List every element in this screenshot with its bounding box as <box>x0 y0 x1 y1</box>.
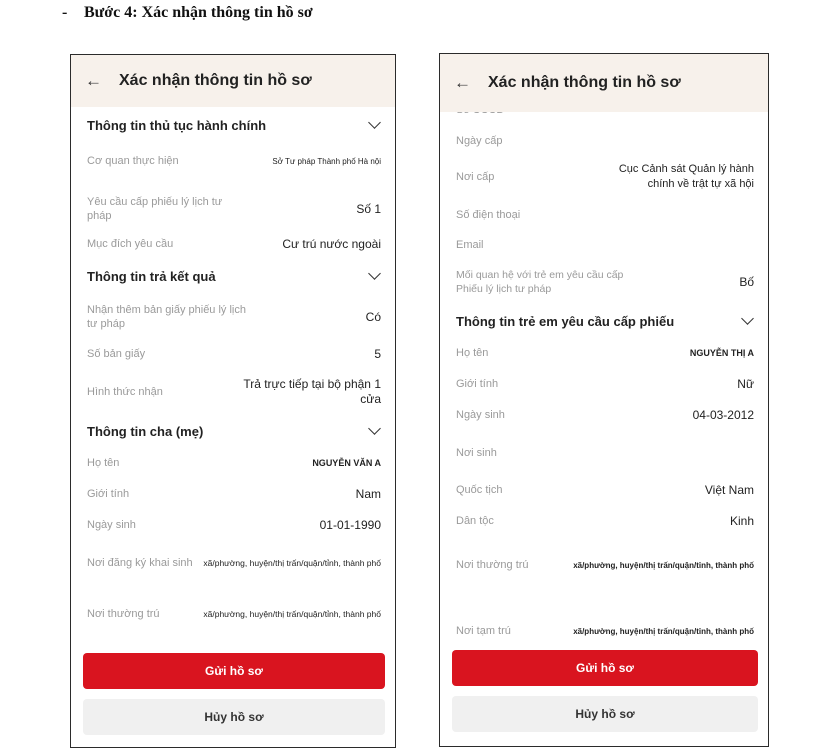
info-row <box>456 623 754 639</box>
arrow-left-icon[interactable]: ← <box>85 71 102 90</box>
arrow-left-icon[interactable]: ← <box>454 73 471 92</box>
step-dash: - <box>62 4 68 21</box>
info-row <box>456 376 754 392</box>
row-value: xã/phường, huyện/thị trấn/quận/tỉnh, thành phố <box>573 560 754 570</box>
row-label: Số bản giấy <box>87 348 146 360</box>
app-header <box>71 55 395 107</box>
row-label: Nơi đăng ký khai sinh <box>87 557 193 569</box>
phone-screen-1 <box>70 54 396 748</box>
section-title: Thông tin cha (mẹ) <box>87 423 204 439</box>
info-row <box>456 207 754 223</box>
row-label: Nhận thêm bản giấy phiếu lý lịch tư pháp <box>87 304 246 330</box>
section-title: Thông tin trả kết quả <box>87 268 216 284</box>
chevron-down-icon[interactable] <box>368 422 381 435</box>
info-row <box>87 346 381 362</box>
row-label: Số điện thoại <box>456 209 521 221</box>
info-row <box>87 193 381 225</box>
chevron-down-icon[interactable] <box>368 116 381 129</box>
row-label: Email <box>456 239 484 251</box>
row-value: Kinh <box>729 513 754 528</box>
row-label: Giới tính <box>456 378 499 390</box>
row-label: Nơi tạm trú <box>456 625 511 637</box>
row-label: Ngày sinh <box>87 519 136 531</box>
info-row <box>87 486 381 502</box>
section-result-info[interactable] <box>87 266 379 286</box>
section-child-info[interactable] <box>456 311 752 331</box>
row-label: Mục đích yêu cầu <box>87 238 174 250</box>
app-header <box>440 54 768 112</box>
info-row <box>87 377 381 407</box>
row-label: Ngày sinh <box>456 409 505 421</box>
info-row <box>456 267 754 297</box>
row-label: Dân tộc <box>456 515 494 527</box>
submit-button[interactable]: Gửi hồ sơ <box>452 650 758 686</box>
info-row <box>87 555 381 571</box>
row-value: Trả trực tiếp tại bộ phận 1 cửa <box>243 377 381 406</box>
info-row <box>456 557 754 573</box>
page-title: Xác nhận thông tin hồ sơ <box>488 74 681 91</box>
row-label: Giới tính <box>87 488 130 500</box>
row-label: Họ tên <box>87 457 120 469</box>
info-row <box>456 407 754 423</box>
row-value: NGUYỄN THỊ A <box>689 347 754 358</box>
row-value: xã/phường, huyện/thị trấn/quận/tỉnh, thành phố <box>203 608 381 619</box>
info-row <box>87 236 381 252</box>
chevron-down-icon[interactable] <box>368 267 381 280</box>
info-row <box>456 345 754 361</box>
row-value: xã/phường, huyện/thị trấn/quận/tỉnh, thành phố <box>203 557 381 568</box>
row-label: Nơi cấp <box>456 171 495 183</box>
info-row <box>456 237 754 253</box>
row-value: 5 <box>374 346 381 361</box>
scroll-content[interactable] <box>440 54 768 746</box>
row-value: Nữ <box>737 376 754 391</box>
row-value: xã/phường, huyện/thị trấn/quận/tỉnh, thành phố <box>573 626 754 636</box>
info-row <box>456 513 754 529</box>
cancel-button[interactable]: Hủy hồ sơ <box>83 699 385 735</box>
section-admin-info[interactable] <box>87 115 379 135</box>
row-value: Sở Tư pháp Thành phố Hà nội <box>272 156 381 166</box>
row-label: Nơi thường trú <box>87 608 160 620</box>
row-label: Nơi thường trú <box>456 559 529 571</box>
row-label: Họ tên <box>456 347 489 359</box>
chevron-down-icon[interactable] <box>741 312 754 325</box>
row-value: Cư trú nước ngoài <box>282 236 381 251</box>
info-row <box>87 455 381 471</box>
row-label: Nơi sinh <box>456 447 497 459</box>
section-title: Thông tin trẻ em yêu cầu cấp phiếu <box>456 313 675 329</box>
row-value: 01-01-1990 <box>319 517 381 532</box>
row-value: Cục Cảnh sát Quản lý hành chính về trật tự xã hội <box>618 163 754 190</box>
row-value: Nam <box>355 486 381 501</box>
row-value: Việt Nam <box>704 482 754 497</box>
row-value: 04-03-2012 <box>692 407 754 422</box>
cancel-button[interactable]: Hủy hồ sơ <box>452 696 758 732</box>
row-value: NGUYỄN VĂN A <box>312 457 381 468</box>
info-row <box>456 482 754 498</box>
info-row <box>456 133 754 149</box>
phone-screen-2 <box>439 53 769 747</box>
section-parent-info[interactable] <box>87 421 379 441</box>
info-row <box>87 301 381 333</box>
step-title: Bước 4: Xác nhận thông tin hồ sơ <box>84 4 313 21</box>
row-label: Cơ quan thực hiện <box>87 155 179 167</box>
row-label: Hình thức nhận <box>87 386 163 398</box>
step-heading <box>62 4 313 22</box>
row-label: Quốc tịch <box>456 484 503 496</box>
row-label: Ngày cấp <box>456 135 503 147</box>
info-row <box>456 162 754 192</box>
submit-button[interactable]: Gửi hồ sơ <box>83 653 385 689</box>
row-label: Yêu cầu cấp phiếu lý lịch tư pháp <box>87 196 223 222</box>
info-row <box>456 445 754 461</box>
row-label: Mối quan hệ với trẻ em yêu cầu cấp Phiếu lý lịch tư pháp <box>456 269 624 295</box>
row-value: Số 1 <box>356 201 381 216</box>
row-value: Có <box>365 309 381 324</box>
info-row <box>87 517 381 533</box>
section-title: Thông tin thủ tục hành chính <box>87 117 267 133</box>
info-row <box>87 153 381 169</box>
row-value: Bố <box>739 274 754 289</box>
info-row <box>87 606 381 622</box>
page-title: Xác nhận thông tin hồ sơ <box>119 72 312 89</box>
